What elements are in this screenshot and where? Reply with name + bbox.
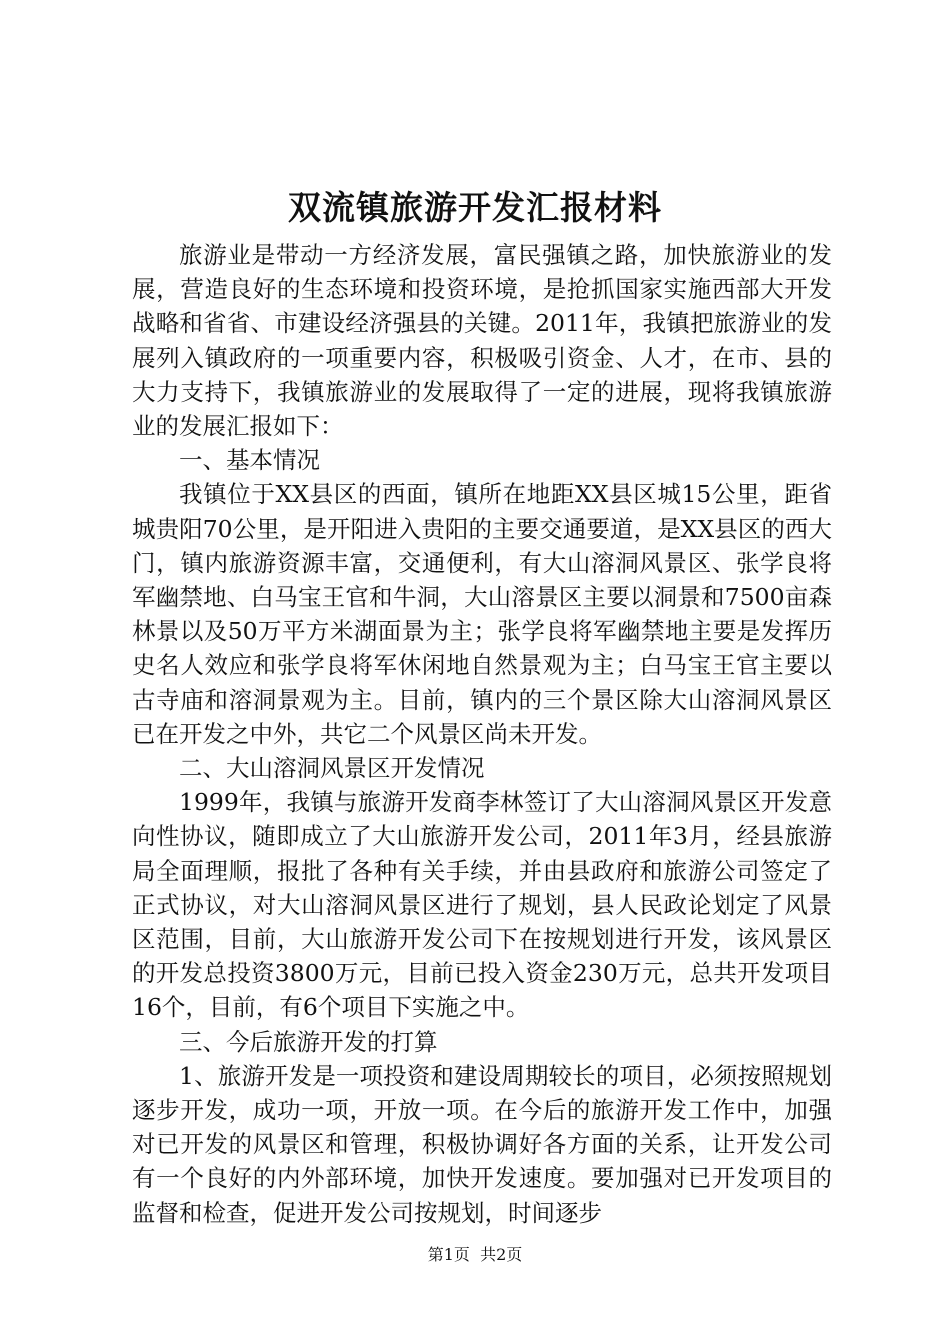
paragraph-dashan: 1999年，我镇与旅游开发商李林签订了大山溶洞风景区开发意向性协议，随即成立了大山旅游开发公司，2011年3月，经县旅游局全面理顺，报批了各种有关手续，并由县政府和旅游公司签定了正式协议，对大山溶洞风景区进行了规划，县人民政论划定了风景区范围，目前，大山旅游开发公司下在按规划进行开发，该风景区的开发总投资3800万元，目前已投入资金230万元，总共开发项目16个，目前，有6个项目下实施之中。 (132, 788, 832, 1022)
paragraph-plans: 1、旅游开发是一项投资和建设周期较长的项目，必须按照规划逐步开发，成功一项，开放一项。在今后的旅游开发工作中，加强对已开发的风景区和管理，积极协调好各方面的关系，让开发公司有一个良好的内外部环境，加快开发速度。要加强对已开发项目的监督和检查，促进开发公司按规划，时间逐步 (132, 1061, 832, 1227)
paragraph-basic: 我镇位于XX县区的西面，镇所在地距XX县区城15公里，距省城贵阳70公里，是开阳进入贵阳的主要交通要道，是XX县区的西大门，镇内旅游资源丰富，交通便利，有大山溶洞风景区、张学良将军幽禁地、白马宝王官和牛洞，大山溶景区主要以洞景和7500亩森林景以及50万平方米湖面景为主；张学良将军幽禁地主要是发挥历史名人效应和张学良将军休闲地自然景观为主；白马宝王官主要以古寺庙和溶洞景观为主。目前，镇内的三个景区除大山溶洞风景区已在开发之中外，共它二个风景区尚未开发。 (132, 480, 832, 748)
section-heading-dashan: 二、大山溶洞风景区开发情况 (179, 754, 485, 783)
document-title: 双流镇旅游开发汇报材料 (288, 188, 662, 227)
section-heading-basic: 一、基本情况 (179, 446, 320, 475)
page-total: 共2页 (480, 1245, 523, 1264)
footer-spacer (470, 1245, 480, 1264)
document-body (132, 238, 832, 1230)
page-number: 第1页 (427, 1245, 470, 1264)
page-footer (0, 1244, 950, 1266)
paragraph-intro: 旅游业是带动一方经济发展，富民强镇之路，加快旅游业的发展，营造良好的生态环境和投资环境，是抢抓国家实施西部大开发战略和省省、市建设经济强县的关键。2011年，我镇把旅游业的发展列入镇政府的一项重要内容，积极吸引资金、人才，在市、县的大力支持下，我镇旅游业的发展取得了一定的进展，现将我镇旅游业的发展汇报如下： (132, 241, 832, 441)
section-heading-plans: 三、今后旅游开发的打算 (179, 1027, 438, 1056)
